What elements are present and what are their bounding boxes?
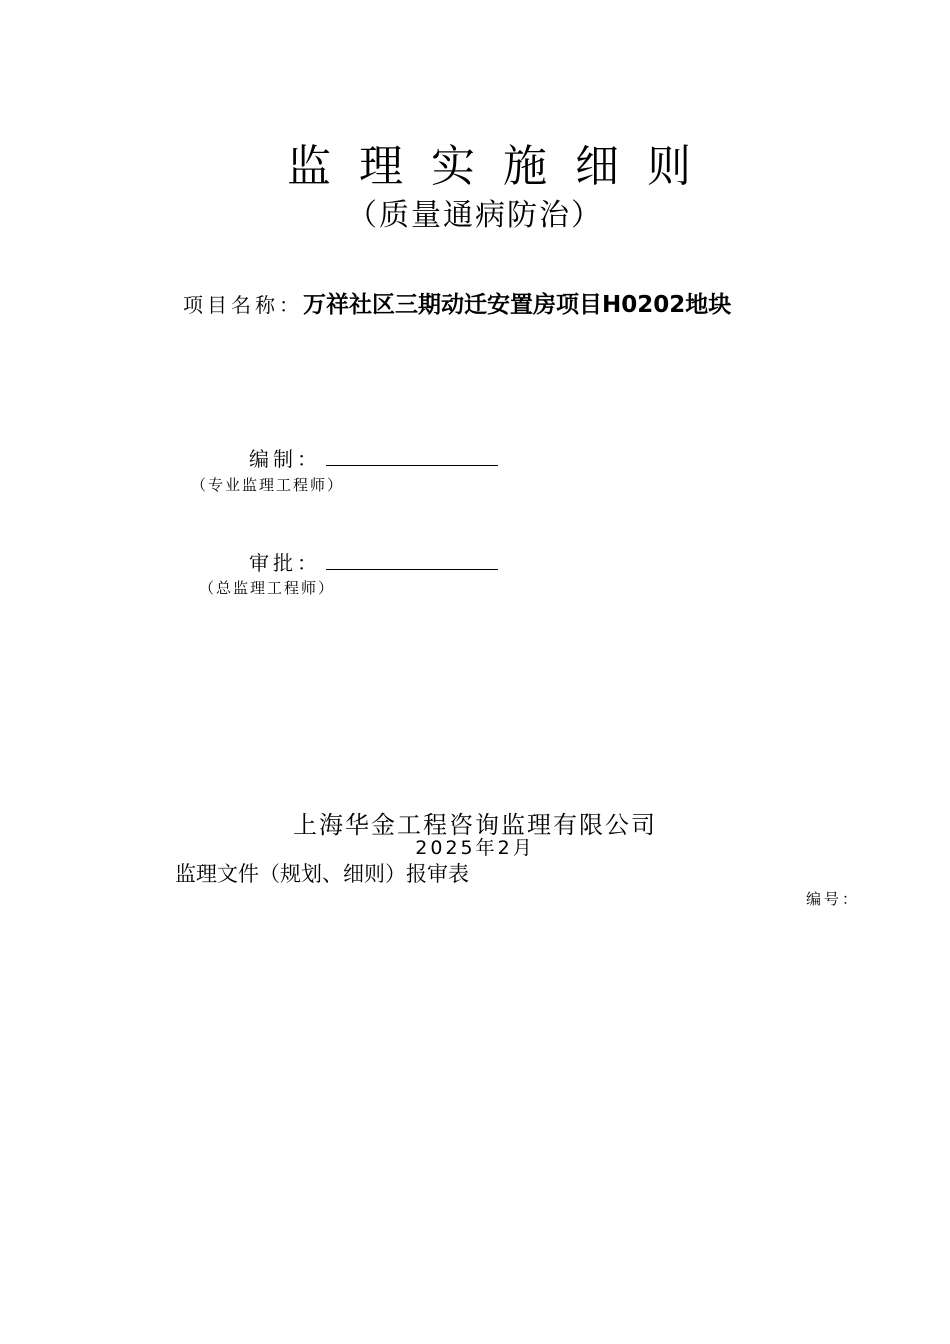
prepared-label: 编制： (249, 447, 321, 471)
project-line (183, 286, 731, 319)
company-name: 上海华金工程咨询监理有限公司 (293, 811, 657, 839)
approved-role: （总监理工程师） (199, 579, 336, 597)
approved-label: 审批： (249, 551, 321, 575)
prepared-role: （专业监理工程师） (191, 476, 345, 494)
approved-signature-line (326, 569, 498, 570)
serial-number-label: 编号： (806, 890, 861, 908)
report-form-title: 监理文件（规划、细则）报审表 (175, 862, 469, 886)
document-title: 监理实施细则 (287, 141, 719, 192)
prepared-signature-line (326, 465, 498, 466)
project-label: 项目名称： (183, 293, 303, 317)
document-subtitle: （质量通病防治） (347, 198, 603, 233)
document-date: 2025年2月 (415, 837, 535, 859)
project-name: 万祥社区三期动迁安置房项目H0202地块 (303, 292, 732, 318)
